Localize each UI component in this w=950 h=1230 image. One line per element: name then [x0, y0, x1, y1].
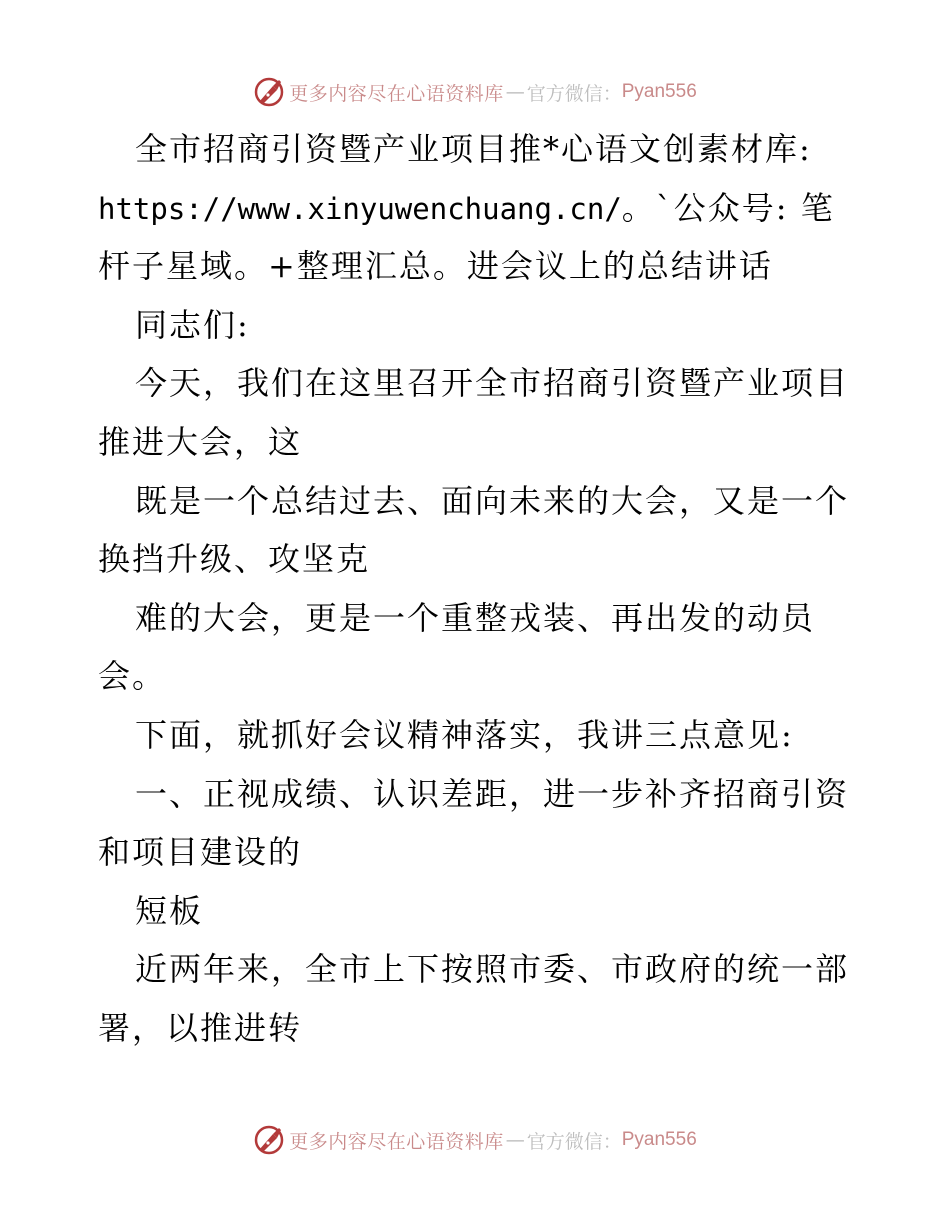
paragraph-1-line-2: 推进大会，这	[98, 422, 303, 461]
watermark-text: 更多内容尽在心语资料库	[289, 82, 504, 105]
pen-nib-logo-icon	[253, 76, 285, 108]
watermark-wechat-label: 官方微信：	[526, 1130, 622, 1153]
document-body	[98, 120, 858, 1058]
watermark-dash: —	[505, 81, 525, 103]
paragraph-2-line-2: 换挡升级、攻坚克	[98, 540, 371, 579]
watermark-wechat-id: Pyan556	[621, 1129, 697, 1150]
paragraph-4: 下面，就抓好会议精神落实，我讲三点意见:	[135, 715, 794, 754]
watermark-dash: —	[505, 1129, 525, 1151]
paragraph-1-line-1: 今天，我们在这里召开全市招商引资暨产业项目	[135, 364, 850, 403]
heading-1-line-1: 一、正视成绩、认识差距，进一步补齐招商引资	[135, 774, 850, 813]
heading-1-line-2: 和项目建设的	[98, 833, 303, 872]
doc-url-text: https://www.xinyuwenchuang.cn/	[98, 191, 622, 226]
greeting: 同志们:	[135, 305, 250, 344]
paragraph-3-line-2: 会。	[98, 657, 167, 696]
paragraph-5-line-2: 署，以推进转	[98, 1008, 303, 1047]
watermark-text: 更多内容尽在心语资料库	[289, 1130, 504, 1153]
paragraph-5-line-1: 近两年来，全市上下按照市委、市政府的统一部	[135, 950, 850, 989]
paragraph-2-line-1: 既是一个总结过去、面向未来的大会，又是一个	[135, 481, 850, 520]
doc-title-line-2	[98, 179, 858, 238]
heading-1-line-3: 短板	[135, 891, 204, 930]
footer-watermark	[0, 1120, 950, 1160]
watermark-wechat-id: Pyan556	[621, 81, 697, 102]
doc-title-line-2-rest: 。`公众号: 笔	[621, 188, 835, 227]
watermark-wechat-label: 官方微信：	[526, 82, 622, 105]
header-watermark	[0, 72, 950, 112]
doc-title-line-3: 杆子星域。+整理汇总。进会议上的总结讲话	[98, 247, 773, 286]
paragraph-3-line-1: 难的大会，更是一个重整戎装、再出发的动员	[135, 598, 816, 637]
pen-nib-logo-icon	[253, 1124, 285, 1156]
doc-title-line-1: 全市招商引资暨产业项目推*心语文创素材库:	[135, 130, 812, 168]
